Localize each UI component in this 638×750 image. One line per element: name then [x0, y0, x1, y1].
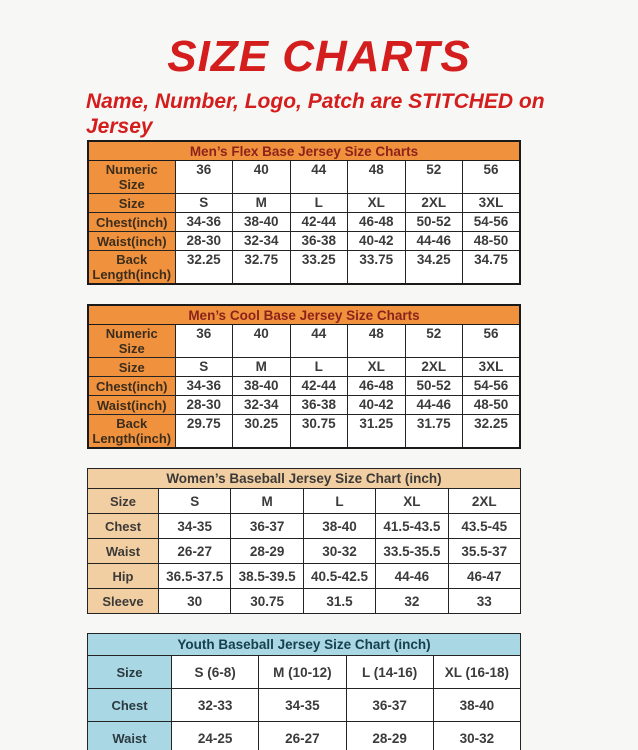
cell-value: 36	[175, 161, 233, 194]
cell-value: 32-33	[172, 689, 259, 722]
row-label: Numeric Size	[88, 161, 175, 194]
table-row	[88, 489, 521, 514]
youth-baseball-table	[87, 633, 521, 750]
cell-value: 46-48	[348, 213, 406, 232]
cell-value: S	[175, 194, 233, 213]
cell-value: XL	[348, 358, 406, 377]
row-label: Hip	[88, 564, 159, 589]
cell-value: L	[290, 358, 348, 377]
table-row	[88, 656, 521, 689]
cell-value: 33	[448, 589, 520, 614]
cell-value: 40-42	[348, 232, 406, 251]
cell-value: 34-35	[159, 514, 231, 539]
cell-value: 33.25	[290, 251, 348, 285]
cell-value: 28-30	[175, 396, 233, 415]
cell-value: 54-56	[463, 377, 521, 396]
cell-value: 2XL	[405, 194, 463, 213]
page-title: SIZE CHARTS	[167, 32, 471, 81]
cell-value: 44	[290, 325, 348, 358]
mens-flex-base-section	[87, 140, 521, 285]
cell-value: 28-29	[231, 539, 303, 564]
cell-value: S	[159, 489, 231, 514]
table-row	[88, 213, 520, 232]
youth-baseball-title: Youth Baseball Jersey Size Chart (inch)	[88, 634, 521, 656]
cell-value: L	[303, 489, 375, 514]
cell-value: 42-44	[290, 377, 348, 396]
cell-value: 52	[405, 161, 463, 194]
youth-baseball-section	[87, 633, 521, 750]
row-label: Waist(inch)	[88, 396, 175, 415]
row-label: Sleeve	[88, 589, 159, 614]
cell-value: XL	[376, 489, 448, 514]
row-label: Waist	[88, 539, 159, 564]
cell-value: 29.75	[175, 415, 233, 449]
cell-value: 34.25	[405, 251, 463, 285]
cell-value: 36-38	[290, 396, 348, 415]
cell-value: 48-50	[463, 232, 521, 251]
cell-value: 26-27	[159, 539, 231, 564]
cell-value: 34-35	[259, 689, 346, 722]
table-row	[88, 194, 520, 213]
cell-value: 30.75	[290, 415, 348, 449]
table-row	[88, 396, 520, 415]
table-row	[88, 564, 521, 589]
table-row	[88, 251, 520, 285]
cell-value: 38-40	[233, 377, 291, 396]
cell-value: 30-32	[433, 722, 520, 750]
cell-value: 2XL	[448, 489, 520, 514]
cell-value: 40.5-42.5	[303, 564, 375, 589]
tables-container	[87, 140, 521, 750]
cell-value: 50-52	[405, 377, 463, 396]
cell-value: 44-46	[405, 396, 463, 415]
cell-value: 36-38	[290, 232, 348, 251]
table-row	[88, 514, 521, 539]
cell-value: L	[290, 194, 348, 213]
cell-value: 44-46	[376, 564, 448, 589]
cell-value: 32.75	[233, 251, 291, 285]
cell-value: 34.75	[463, 251, 521, 285]
table-row	[88, 689, 521, 722]
cell-value: 36	[175, 325, 233, 358]
cell-value: 30.75	[231, 589, 303, 614]
cell-value: 33.75	[348, 251, 406, 285]
cell-value: 3XL	[463, 358, 521, 377]
cell-value: 56	[463, 325, 521, 358]
page-subtitle: Name, Number, Logo, Patch are STITCHED on Jersey	[86, 90, 545, 138]
cell-value: 36-37	[231, 514, 303, 539]
cell-value: 3XL	[463, 194, 521, 213]
table-row	[88, 377, 520, 396]
cell-value: S (6-8)	[172, 656, 259, 689]
cell-value: 32	[376, 589, 448, 614]
cell-value: 33.5-35.5	[376, 539, 448, 564]
cell-value: 48-50	[463, 396, 521, 415]
cell-value: 44-46	[405, 232, 463, 251]
womens-baseball-title: Women’s Baseball Jersey Size Chart (inch)	[88, 469, 521, 489]
cell-value: 31.75	[405, 415, 463, 449]
row-label: Back Length(inch)	[88, 251, 175, 285]
cell-value: 30	[159, 589, 231, 614]
row-label: Back Length(inch)	[88, 415, 175, 449]
cell-value: 41.5-43.5	[376, 514, 448, 539]
cell-value: 30-32	[303, 539, 375, 564]
table-row	[88, 358, 520, 377]
cell-value: 32-34	[233, 396, 291, 415]
cell-value: 52	[405, 325, 463, 358]
row-label: Waist	[88, 722, 172, 750]
cell-value: L (14-16)	[346, 656, 433, 689]
cell-value: 48	[348, 325, 406, 358]
cell-value: 50-52	[405, 213, 463, 232]
cell-value: 2XL	[405, 358, 463, 377]
cell-value: 32.25	[463, 415, 521, 449]
cell-value: 28-30	[175, 232, 233, 251]
table-row	[88, 232, 520, 251]
row-label: Size	[88, 194, 175, 213]
womens-baseball-section	[87, 468, 521, 614]
row-label: Size	[88, 656, 172, 689]
cell-value: M	[231, 489, 303, 514]
mens-flex-base-table	[87, 140, 521, 285]
cell-value: 36-37	[346, 689, 433, 722]
table-row	[88, 539, 521, 564]
cell-value: 31.25	[348, 415, 406, 449]
cell-value: 32.25	[175, 251, 233, 285]
row-label: Chest	[88, 689, 172, 722]
cell-value: 40	[233, 161, 291, 194]
cell-value: 38.5-39.5	[231, 564, 303, 589]
cell-value: 46-47	[448, 564, 520, 589]
table-row	[88, 325, 520, 358]
mens-cool-base-title: Men’s Cool Base Jersey Size Charts	[88, 305, 520, 325]
cell-value: XL (16-18)	[433, 656, 520, 689]
cell-value: M (10-12)	[259, 656, 346, 689]
mens-cool-base-table	[87, 304, 521, 449]
cell-value: 34-36	[175, 213, 233, 232]
row-label: Numeric Size	[88, 325, 175, 358]
cell-value: M	[233, 194, 291, 213]
cell-value: 42-44	[290, 213, 348, 232]
table-row	[88, 161, 520, 194]
cell-value: 28-29	[346, 722, 433, 750]
row-label: Chest	[88, 514, 159, 539]
cell-value: 30.25	[233, 415, 291, 449]
row-label: Chest(inch)	[88, 377, 175, 396]
cell-value: 40-42	[348, 396, 406, 415]
cell-value: 43.5-45	[448, 514, 520, 539]
table-row	[88, 722, 521, 750]
table-row	[88, 415, 520, 449]
cell-value: 46-48	[348, 377, 406, 396]
row-label: Chest(inch)	[88, 213, 175, 232]
cell-value: M	[233, 358, 291, 377]
table-row	[88, 589, 521, 614]
cell-value: 54-56	[463, 213, 521, 232]
cell-value: 44	[290, 161, 348, 194]
cell-value: 38-40	[433, 689, 520, 722]
cell-value: 56	[463, 161, 521, 194]
cell-value: XL	[348, 194, 406, 213]
cell-value: 38-40	[233, 213, 291, 232]
cell-value: 24-25	[172, 722, 259, 750]
cell-value: 34-36	[175, 377, 233, 396]
cell-value: 36.5-37.5	[159, 564, 231, 589]
cell-value: 26-27	[259, 722, 346, 750]
womens-baseball-table	[87, 468, 521, 614]
cell-value: 38-40	[303, 514, 375, 539]
cell-value: 35.5-37	[448, 539, 520, 564]
row-label: Waist(inch)	[88, 232, 175, 251]
mens-cool-base-section	[87, 304, 521, 449]
mens-flex-base-title: Men’s Flex Base Jersey Size Charts	[88, 141, 520, 161]
cell-value: 31.5	[303, 589, 375, 614]
cell-value: S	[175, 358, 233, 377]
row-label: Size	[88, 489, 159, 514]
cell-value: 40	[233, 325, 291, 358]
cell-value: 32-34	[233, 232, 291, 251]
row-label: Size	[88, 358, 175, 377]
cell-value: 48	[348, 161, 406, 194]
